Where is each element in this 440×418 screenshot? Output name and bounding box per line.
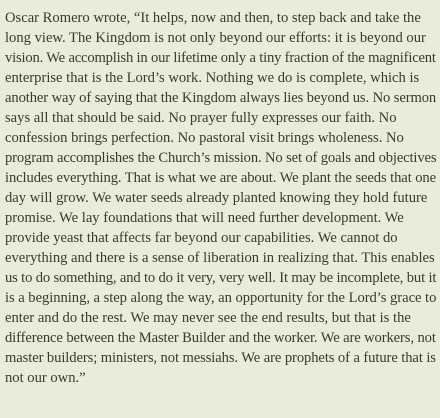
- text-line: enter and do the rest. We may never see the end results, but that is the: [5, 310, 411, 326]
- text-line: another way of saying that the Kingdom always lies beyond us. No sermon: [5, 90, 437, 106]
- text-line: confession brings perfection. No pastoral visit brings wholeness. No: [5, 130, 404, 146]
- text-line: us to do something, and to do it very, very well. It may be incomplete, but it: [5, 270, 437, 286]
- text-line: vision. We accomplish in our lifetime only a tiny fraction of the magnificent: [5, 50, 436, 66]
- romero-quote-paragraph: [5, 8, 436, 388]
- text-line: includes everything. That is what we are about. We plant the seeds that one: [5, 170, 436, 186]
- text-line: is a beginning, a step along the way, an opportunity for the Lord’s grace to: [5, 290, 437, 306]
- text-line: long view. The Kingdom is not only beyond our efforts: it is beyond our: [5, 30, 426, 46]
- text-line: Oscar Romero wrote, “It helps, now and then, to step back and take the: [5, 10, 421, 26]
- text-line: program accomplishes the Church’s mission. No set of goals and objectives: [5, 150, 437, 166]
- text-line: master builders; ministers, not messiahs. We are prophets of a future that is: [5, 350, 436, 366]
- text-line: says all that should be said. No prayer fully expresses our faith. No: [5, 110, 397, 126]
- text-line: provide yeast that affects far beyond our capabilities. We cannot do: [5, 230, 398, 246]
- text-line: enterprise that is the Lord’s work. Nothing we do is complete, which is: [5, 70, 420, 86]
- text-line: not our own.”: [5, 370, 86, 386]
- text-line: promise. We lay foundations that will need further development. We: [5, 210, 404, 226]
- text-line: difference between the Master Builder and the worker. We are workers, not: [5, 330, 436, 346]
- text-line: day will grow. We water seeds already planted knowing they hold future: [5, 190, 428, 206]
- text-line: everything and there is a sense of liberation in realizing that. This enables: [5, 250, 435, 266]
